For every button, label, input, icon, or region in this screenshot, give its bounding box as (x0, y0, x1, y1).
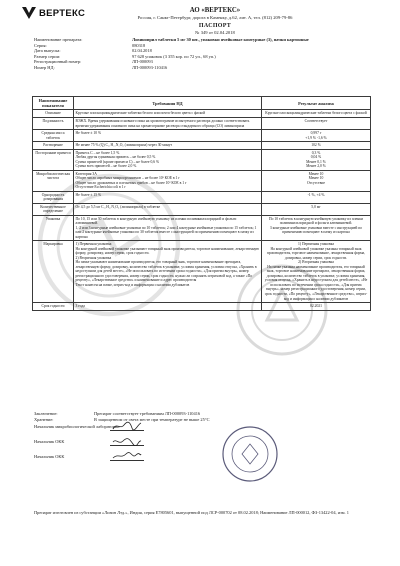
result-line: 5,0 мг (311, 204, 321, 209)
requirement-line: Круглые плоскоцилиндрические таблетки белого или почти белого цвета с фаской (75, 111, 206, 116)
meta-key: Регистрационный номер: (34, 59, 82, 64)
result-line: По 10 таблеток в контурную ячейковую упаковку из пленки поливинилхлоридной и фольги алюминиевой. (269, 216, 363, 226)
handwritten-signature (112, 451, 142, 461)
meta-key: Наименование препарата: (34, 37, 83, 42)
result-cell (262, 170, 371, 191)
table-row (33, 117, 371, 129)
requirement-line: Общее число аэробных микроорганизмов – не более 10³ КОЕ в 1 г (75, 176, 180, 181)
requirement-line: По 10, 15 или 30 таблеток в контурную ячейковую упаковку из пленки поливинилхлоридной и фольги алюминиевой. (75, 216, 237, 226)
result-line: 102 % (311, 143, 321, 148)
requirement-line: От 4,5 до 5,5 мг C₂₁H₃₁N₃O₅ (лизиноприла) в таблетке (75, 204, 161, 209)
table-row (33, 241, 371, 303)
requirement-cell (74, 191, 262, 203)
meta-key: Дата выпуска: (34, 48, 61, 53)
result-line: 02.2021 (310, 304, 322, 309)
conclusion-row (34, 417, 374, 423)
handwritten-signature (112, 421, 142, 431)
result-line: Отсутствие (306, 180, 325, 185)
footer-note: Препарат изготовлен из субстанции «Лизин Лтд.», Индия, серия Е7805601, выпущенной под ЛСР-000702 от 08.02.2018; Наименование ЛП-000012, ФЗ-13422-04, изм. 1 (34, 510, 349, 515)
result-line: Менее 2,0 % (306, 164, 326, 169)
requirement-line: Примесь С – не более 1,5 % (75, 150, 120, 155)
table-row (33, 110, 371, 118)
requirement-line: Категория 3А (75, 171, 97, 176)
result-cell (262, 203, 371, 215)
conclusion-block (34, 411, 374, 422)
table-row (33, 303, 371, 311)
requirement-cell (74, 142, 262, 150)
parameter-name: Упаковка (33, 215, 74, 241)
parameter-name: Средняя масса таблеток (33, 130, 74, 142)
requirement-cell (74, 241, 262, 303)
passport-title: ПАСПОРТ (198, 23, 232, 29)
table-row (33, 203, 371, 215)
requirement-line: Сумма примесей (кроме примеси С) – не более 0,6 % (75, 159, 160, 164)
requirement-line: 1, 2 или 3 контурные ячейковые упаковки по 10 таблеток; 2 или 4 контурные ячейковые упаковки по 15 таблеток; 1 или 2 контурные ячейковые упаковки по 30 таблеток вместе с инструкцией по применению помещают в пачку из картона (75, 225, 257, 239)
requirement-cell (74, 110, 262, 118)
conclusion-value: Препарат соответствует требованиям ЛП-000093-110416 (94, 411, 201, 416)
requirement-line: Не более ± 10 % (75, 131, 102, 136)
result-line: На пачке указаны наименование производителя, его товарный знак, торговое наименование препарата, лекарственная форма, дозировка, количество таблеток в упаковке, условия хранения, условия отпуска, «Хранить в недоступном для детей месте», «Не использовать по истечении срока годности», «Для приема внутрь», номер регистрационного удостоверения, номер серии, срок годности, «По рецепту», «Лекарственное средство», штрих-код и информация о наличии дубликатов (264, 264, 368, 301)
result-line: Менее 10 (308, 171, 324, 176)
table-row (33, 191, 371, 203)
meta-value: 02.04.2018 (132, 48, 152, 53)
col-header-result: Результат анализа (262, 97, 371, 110)
result-line: Соответствует (304, 118, 328, 123)
table-row (33, 130, 371, 142)
requirement-line: Текст нанесен на пачке, штрих-код и информация о наличии дубликатов (75, 282, 190, 287)
result-cell (262, 149, 371, 170)
meta-row (34, 65, 374, 71)
spec-table-header (33, 97, 371, 110)
result-line: 2) Вторичная упаковка (298, 260, 334, 265)
parameter-name: Описание (33, 110, 74, 118)
meta-value: ЛП-000093 (132, 59, 153, 64)
requirement-line: Сумма всех примесей – не более 2,0 % (75, 164, 137, 169)
meta-key: Серия: (34, 42, 47, 48)
handwritten-signature (112, 436, 142, 446)
parameter-name: Однородность дозирования (33, 191, 74, 203)
parameter-name: Посторонние примеси (33, 149, 74, 170)
passport-number: № 349 от 02.04.2018 (195, 30, 235, 35)
requirement-line: Не менее 75 % (Q) C₂₁H₃₁N₃O₅ (лизиноприла) через 30 минут (75, 143, 173, 148)
result-line: +1,9 % -1,6 % (305, 135, 327, 140)
meta-value: ЛП-000093-110416 (132, 64, 168, 70)
table-row (33, 215, 371, 241)
result-cell (262, 130, 371, 142)
table-row (33, 149, 371, 170)
requirement-cell (74, 203, 262, 215)
requirement-line: Любая другая единичная примесь – не более 0,5 % (75, 155, 156, 160)
meta-key: Размер серии: (34, 53, 61, 59)
parameter-name: Подлинность (33, 117, 74, 129)
col-header-parameter: Наименование показателя (33, 97, 74, 110)
result-line: Менее 10 (308, 176, 324, 181)
result-line: 0,04 % (310, 155, 322, 160)
conclusion-key: Хранение: (34, 416, 54, 422)
requirement-cell (74, 170, 262, 191)
requirement-cell (74, 303, 262, 311)
company-logo (22, 6, 86, 20)
company-stamp (220, 424, 280, 484)
result-line: -1 %, +4 % (307, 192, 325, 197)
parameter-name: Количественное определение (33, 203, 74, 215)
requirement-line: 1) Первичная упаковка (75, 242, 112, 247)
requirement-line: На контурной ячейковой упаковке указывают товарный знак производителя, торговое наименование, лекарственную форму, дозировку, номер серии, срок годности. (75, 246, 260, 256)
requirement-line: 3 года (75, 304, 85, 309)
parameter-name: Растворение (33, 142, 74, 150)
meta-key: Номер НД: (34, 64, 55, 70)
requirement-line: Общее число дрожжевых и плесневых грибов – не более 10² КОЕ в 1 г (75, 180, 187, 185)
meta-value: 97 628 упаковок (3 355 кор. по 72 уп., 68 уп.) (132, 53, 216, 59)
product-meta (34, 37, 374, 70)
signature-label-microbiology: Начальник микробиологической лаборатории (34, 424, 120, 429)
parameter-name: Срок годности (33, 303, 74, 311)
org-address: Россия, г. Санкт-Петербург, дорога в Каменку, д.62, лит. А, тел. (812) 209-79-86 (137, 15, 293, 20)
logo-text: ВЕРТЕКС (39, 7, 86, 19)
result-cell (262, 142, 371, 150)
signature-label-okk: Начальник ОКК (34, 439, 65, 444)
table-row (33, 142, 371, 150)
col-header-requirements: Требования НД (74, 97, 262, 110)
requirement-line: 2) Вторичная упаковка (75, 255, 112, 260)
conclusion-value: В защищенном от света месте при температуре не выше 25°С (94, 416, 210, 422)
parameter-name: Маркировка (33, 241, 74, 303)
result-line: Менее 0,1 % (306, 159, 326, 164)
requirement-cell (74, 130, 262, 142)
result-line: 3 контурные ячейковые упаковки вместе с инструкцией по применению помещают в пачку из картона (269, 225, 363, 235)
result-cell (262, 215, 371, 241)
result-cell (262, 303, 371, 311)
result-line: Круглые плоскоцилиндрические таблетки белого цвета с фаской (265, 111, 367, 116)
spec-table (32, 96, 371, 311)
result-cell (262, 191, 371, 203)
result-line: 1) Первичная упаковка (298, 242, 334, 247)
vertex-logo-icon (22, 7, 36, 19)
meta-value: Лизиноприл таблетки 5 мг 30 шт., упаковки ячейковые контурные (3), пачки картонные (132, 37, 309, 42)
requirement-cell (74, 149, 262, 170)
result-cell (262, 117, 371, 129)
conclusion-key: Заключение: (34, 411, 58, 416)
requirement-line: Не более ± 15 % (75, 192, 102, 197)
result-cell (262, 110, 371, 118)
requirement-line: На пачке указывают наименование производителя, его товарный знак, торговое наименование препарата, лекарственную форму, дозировку, количество таблеток в упаковке, условия хранения, условия отпуска, «Хранить в недоступном для детей месте», «Не использовать по истечении срока годности», «Для приема внутрь», номер регистрационного удостоверения, номер серии, срок годности, нужно ли сохранять штриховой код, а также «По рецепту», «Лекарственное средство» и наименование и адрес производителя (75, 260, 257, 283)
requirement-cell (74, 117, 262, 129)
signature-label-okk-2: Начальник ОКК (34, 454, 65, 459)
requirement-line: Отсутствие Escherichia coli в 1 г (75, 185, 126, 190)
result-line: 0,997 г (310, 131, 322, 136)
result-line: 0,3 % (311, 150, 321, 155)
requirement-cell (74, 215, 262, 241)
result-line: На контурной ячейковой упаковке указаны товарный знак производителя, торговое наименование, лекарственная форма, дозировка, номер серии, срок годности. (266, 246, 366, 260)
requirement-line: ВЭЖХ. Время удерживания основного пика на хроматограмме испытуемого раствора должно соответствовать времени удерживания основного пика на хроматограмме раствора стандартного образца (СО) лизиноприла (75, 118, 250, 128)
org-name: АО «ВЕРТЕКС» (189, 7, 241, 14)
table-row (33, 170, 371, 191)
parameter-name: Микробиологическая чистота (33, 170, 74, 191)
result-cell (262, 241, 371, 303)
meta-value: 080318 (132, 42, 146, 48)
